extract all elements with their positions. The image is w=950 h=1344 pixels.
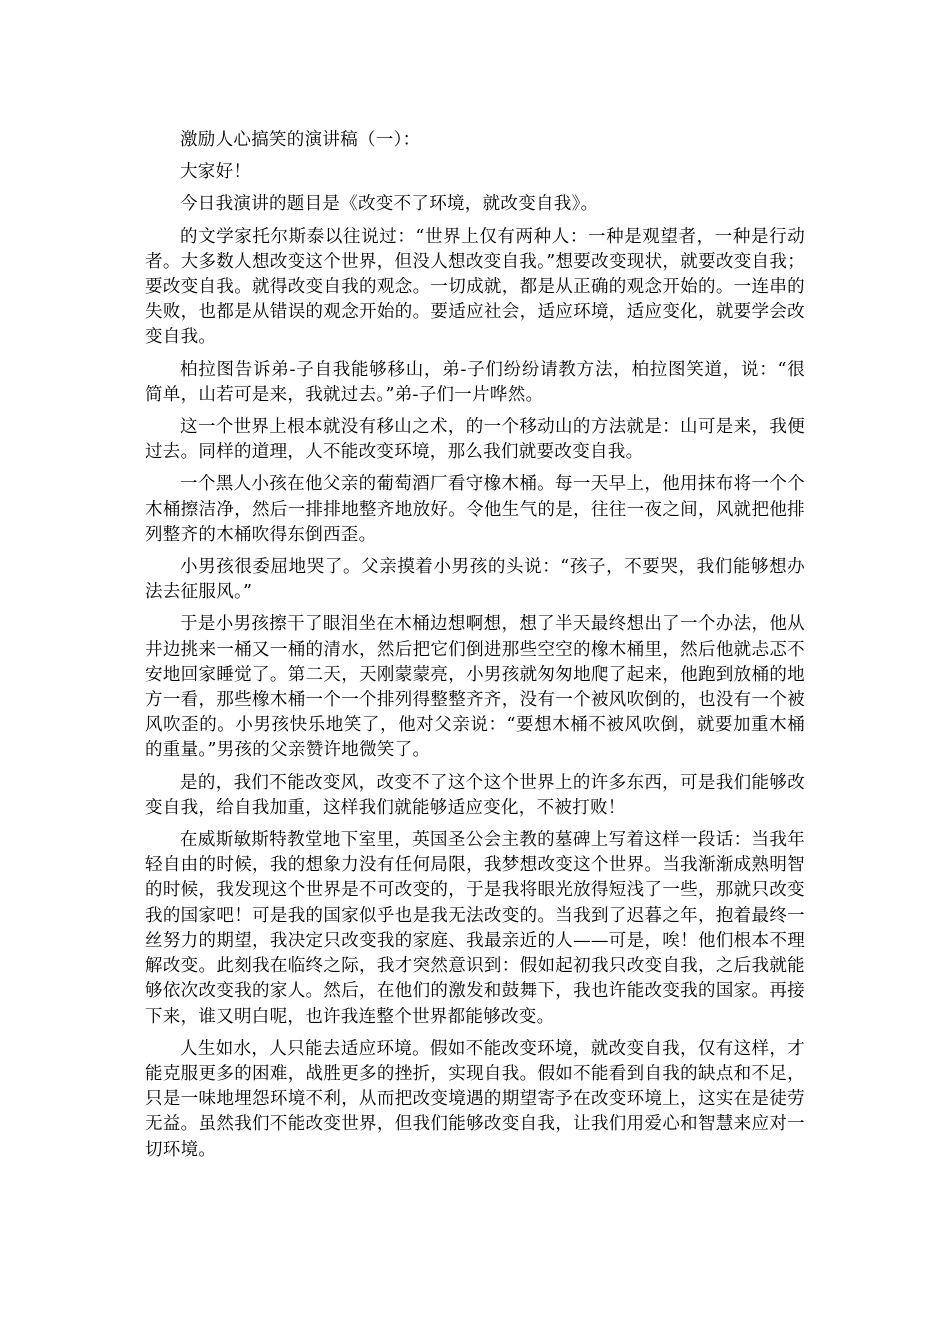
paragraph-boy-cried: 小男孩很委屈地哭了。父亲摸着小男孩的头说：“孩子，不要哭，我们能够想办法去征服风。”	[145, 557, 805, 603]
paragraph-westminster: 在威斯敏斯特教堂地下室里，英国圣公会主教的墓碑上写着这样一段话：当我年轻自由的时候，我的想象力没有任何局限，我梦想改变这个世界。当我渐渐成熟明智的时候，我发现这个世界是不可改变的，于是我将眼光放得短浅了一些，那就只改变我的国家吧！可是我的国家似乎也是我无法改变的。当我到了迟暮之年，抱着最终一丝努力的期望，我决定只改变我的家庭、我最亲近的人——可是，唉！他们根本不理解改变。此刻我在临终之际，我才突然意识到：假如起初我只改变自我，之后我就能够依次改变我的家人。然后，在他们的激发和鼓舞下，我也许能改变我的国家。再接下来，谁又明白呢，也许我连整个世界都能够改变。	[145, 830, 805, 1027]
paragraph-plato: 柏拉图告诉弟-子自我能够移山，弟-子们纷纷请教方法，柏拉图笑道，说：“很简单，山若可是来，我就过去。”弟-子们一片哗然。	[145, 359, 805, 405]
document-title: 激励人心搞笑的演讲稿（一）：	[180, 130, 421, 150]
document-body	[145, 128, 805, 1170]
paragraph-mountain: 这一个世界上根本就没有移山之术，的一个移动山的方法就是：山可是来，我便过去。同样的道理，人不能改变环境，那么我们就要改变自我。	[145, 417, 805, 463]
paragraph-boy-solution: 于是小男孩擦干了眼泪坐在木桶边想啊想，想了半天最终想出了一个办法，他从井边挑来一桶又一桶的清水，然后把它们倒进那些空空的橡木桶里，然后他就忐忑不安地回家睡觉了。第二天，天刚蒙蒙亮，小男孩就匆匆地爬了起来，他跑到放桶的地方一看，那些橡木桶一个一个排列得整整齐齐，没有一个被风吹倒的，也没有一个被风吹歪的。小男孩快乐地笑了，他对父亲说：“要想木桶不被风吹倒，就要加重木桶的重量。”男孩的父亲赞许地微笑了。	[145, 614, 805, 761]
paragraph-conclusion: 人生如水，人只能去适应环境。假如不能改变环境，就改变自我，仅有这样，才能克服更多的困难，战胜更多的挫折，实现自我。假如不能看到自我的缺点和不足，只是一味地埋怨环境不利，从而把改变境遇的期望寄予在改变环境上，这实在是徒劳无益。虽然我们不能改变世界，但我们能够改变自我，让我们用爱心和智慧来应对一切环境。	[145, 1038, 805, 1160]
paragraph-tolstoy: 的文学家托尔斯泰以往说过：“世界上仅有两种人：一种是观望者，一种是行动者。大多数人想改变这个世界，但没人想改变自我。”想要改变现状，就要改变自我；要改变自我。就得改变自我的观念。一切成就，都是从正确的观念开始的。一连串的失败，也都是从错误的观念开始的。要适应社会，适应环境，适应变化，就要学会改变自我。	[145, 226, 805, 348]
paragraph-topic: 今日我演讲的题目是《改变不了环境，就改变自我》。	[180, 194, 599, 215]
paragraph-boy-barrels: 一个黑人小孩在他父亲的葡萄酒厂看守橡木桶。每一天早上，他用抹布将一个个木桶擦洁净，然后一排排地整齐地放好。令他生气的是，往往一夜之间，风就把他排列整齐的木桶吹得东倒西歪。	[145, 474, 805, 545]
paragraph-greeting: 大家好！	[180, 162, 252, 183]
paragraph-change-self: 是的，我们不能改变风，改变不了这个这个世界上的许多东西，可是我们能够改变自我，给自我加重，这样我们就能够适应变化，不被打败！	[145, 772, 805, 818]
